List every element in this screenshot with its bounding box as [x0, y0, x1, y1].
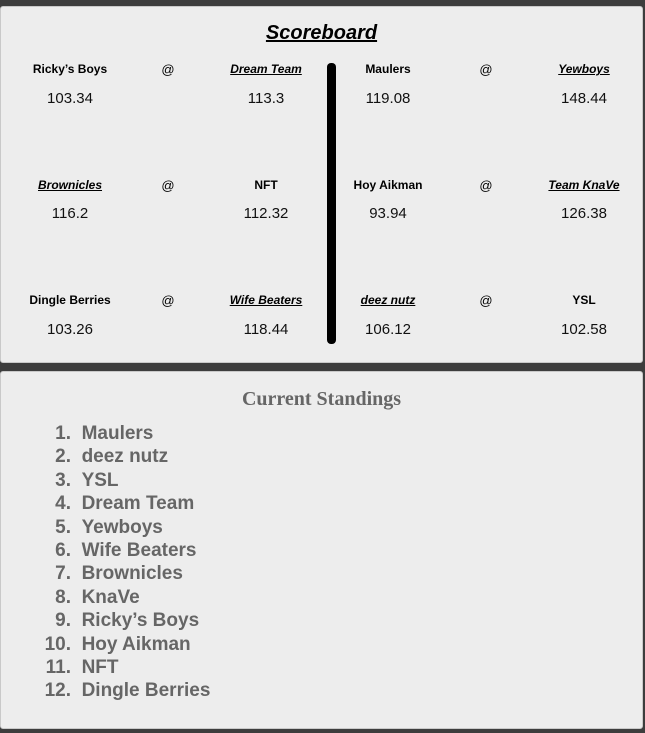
away-team-score: 103.26 — [47, 321, 93, 338]
standings-rank: 9. — [55, 610, 71, 632]
standings-rank: 7. — [55, 563, 71, 585]
standings-item — [25, 469, 210, 492]
standings-item — [25, 609, 210, 632]
home-team-score: 102.58 — [561, 321, 607, 338]
standings-team: YSL — [81, 469, 119, 491]
home-team-name: Team KnaVe — [548, 178, 620, 192]
standings-item — [25, 562, 210, 585]
home-team-score: 126.38 — [561, 205, 607, 222]
home-team-score: 112.32 — [243, 205, 289, 222]
away-team-score: 103.34 — [47, 90, 93, 107]
standings-item — [25, 656, 210, 679]
home-team-score: 113.3 — [247, 90, 285, 107]
standings-panel — [0, 371, 643, 729]
standings-rank: 11. — [45, 656, 71, 678]
home-team-name: NFT — [254, 178, 278, 192]
scoreboard-title: Scoreboard — [265, 22, 378, 44]
away-team-name: Dingle Berries — [29, 293, 111, 307]
standings-rank: 1. — [55, 423, 71, 444]
standings-team: Maulers — [81, 423, 154, 444]
away-team-name: Brownicles — [37, 178, 103, 192]
home-team-score: 148.44 — [561, 90, 607, 107]
away-team-score: 106.12 — [365, 321, 411, 338]
standings-item — [25, 445, 210, 468]
away-team-score: 93.94 — [369, 205, 407, 222]
standings-team: KnaVe — [81, 586, 140, 608]
at-sign: @ — [161, 178, 175, 193]
scoreboard-panel — [0, 6, 643, 363]
standings-rank: 8. — [55, 586, 71, 608]
standings-item — [25, 516, 210, 539]
standings-team: Ricky’s Boys — [81, 610, 200, 632]
away-team-name: Maulers — [365, 62, 411, 76]
standings-item — [25, 422, 210, 445]
away-team-name: Hoy Aikman — [353, 178, 423, 192]
at-sign: @ — [161, 293, 175, 308]
away-team-name: deez nutz — [360, 293, 416, 307]
at-sign: @ — [479, 293, 493, 308]
standings-team: NFT — [81, 656, 119, 678]
at-sign: @ — [161, 62, 175, 77]
home-team-name: Dream Team — [230, 62, 302, 76]
standings-team: Dream Team — [81, 493, 195, 515]
standings-item — [25, 492, 210, 515]
standings-team: deez nutz — [81, 446, 169, 468]
at-sign: @ — [479, 178, 493, 193]
standings-list — [25, 422, 210, 703]
standings-rank: 10. — [44, 633, 71, 655]
standings-rank: 12. — [44, 680, 71, 702]
away-team-score: 119.08 — [365, 90, 411, 107]
standings-team: Dingle Berries — [81, 680, 211, 702]
at-sign: @ — [479, 62, 493, 77]
away-team-score: 116.2 — [51, 205, 89, 222]
standings-rank: 3. — [55, 469, 71, 491]
standings-title: Current Standings — [241, 388, 402, 410]
standings-team: Brownicles — [81, 563, 183, 585]
standings-item — [25, 539, 210, 562]
standings-rank: 6. — [55, 539, 71, 561]
away-team-name: Ricky’s Boys — [32, 62, 108, 76]
standings-rank: 2. — [55, 446, 71, 468]
standings-item — [25, 586, 210, 609]
standings-item — [25, 633, 210, 656]
standings-team: Yewboys — [81, 516, 163, 538]
home-team-name: Wife Beaters — [229, 293, 303, 307]
home-team-name: Yewboys — [558, 62, 610, 76]
home-team-score: 118.44 — [243, 321, 289, 338]
standings-team: Wife Beaters — [81, 539, 197, 561]
standings-rank: 4. — [55, 493, 71, 515]
standings-item — [25, 679, 210, 702]
standings-rank: 5. — [55, 516, 71, 538]
standings-team: Hoy Aikman — [81, 633, 191, 655]
home-team-name: YSL — [572, 293, 596, 307]
